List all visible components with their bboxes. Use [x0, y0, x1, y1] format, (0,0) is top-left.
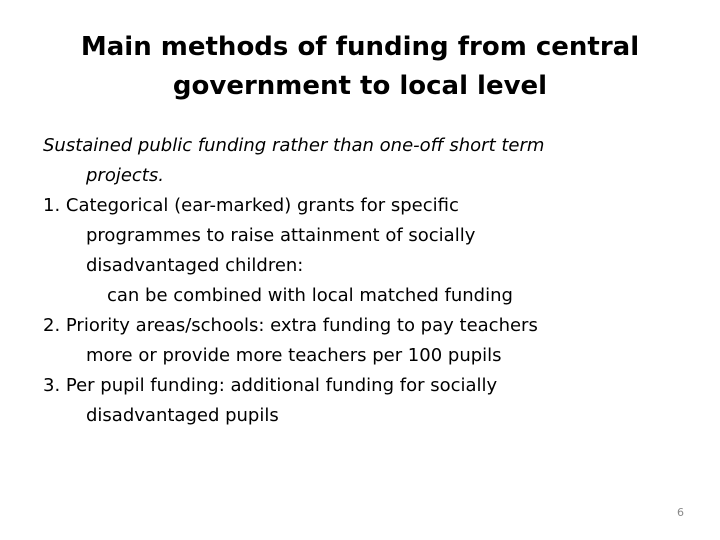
list-item-1-line-3: disadvantaged children: [86, 255, 304, 276]
slide-body [43, 131, 703, 431]
list-item-1-line-2: programmes to raise attainment of socially [86, 225, 476, 246]
list-item-2-line-2: more or provide more teachers per 100 pupils [86, 345, 502, 366]
list-item-2-line-1: 2. Priority areas/schools: extra funding to pay teachers [43, 315, 538, 336]
intro-text-line-1: Sustained public funding rather than one-off short term [43, 135, 545, 156]
list-item-3-line-1: 3. Per pupil funding: additional funding for socially [43, 375, 498, 396]
slide-title-line-1: Main methods of funding from central [80, 32, 640, 62]
list-item-1-subnote: can be combined with local matched funding [107, 285, 513, 306]
intro-text-line-2: projects. [86, 165, 164, 186]
slide-title-line-2: government to local level [172, 71, 548, 101]
list-item-3-line-2: disadvantaged pupils [86, 405, 279, 426]
list-item-1-line-1: 1. Categorical (ear-marked) grants for specific [43, 195, 459, 216]
slide-number: 6 [677, 506, 684, 519]
slide-title [40, 28, 680, 106]
